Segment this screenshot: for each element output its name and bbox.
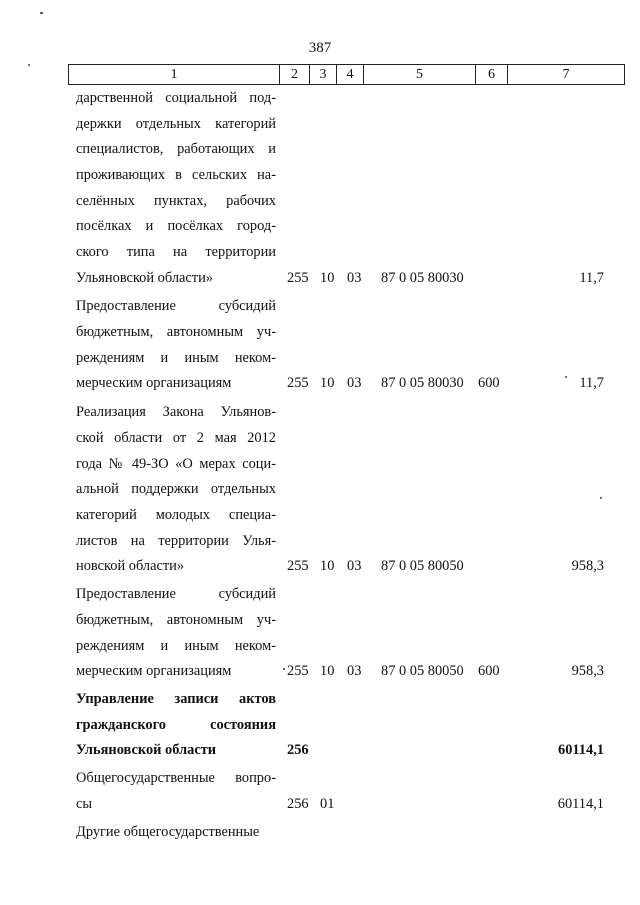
cell-col-2: 255 <box>287 663 309 679</box>
entry-line: мерческим организациям <box>76 663 232 679</box>
entry-line: сы <box>76 796 93 812</box>
cell-col-6: 600 <box>478 663 500 679</box>
entry-line: Предоставление субсидий <box>76 586 276 602</box>
entry-line: ской области от 2 мая 2012 <box>76 430 276 446</box>
cell-col-2: 255 <box>287 270 309 286</box>
entry-line: реждениям и иным неком- <box>76 638 276 654</box>
cell-col-7: 958,3 <box>571 663 604 679</box>
header-col-6: 6 <box>476 65 508 84</box>
entry-line: посёлках и посёлках город- <box>76 218 276 234</box>
entry-line: листов на территории Улья- <box>76 533 276 549</box>
entry-line: Другие общегосударственные <box>76 824 260 840</box>
entry-line: года № 49-ЗО «О мерах соци- <box>76 456 276 472</box>
cell-col-2: 255 <box>287 558 309 574</box>
cell-col-3: 10 <box>320 270 335 286</box>
entry-line: Управление записи актов <box>76 691 276 707</box>
cell-col-2: 256 <box>287 796 309 812</box>
header-col-4: 4 <box>337 65 364 84</box>
entry-line: ского типа на территории <box>76 244 276 260</box>
entry-line: новской области» <box>76 558 185 574</box>
cell-col-5: 87 0 05 80030 <box>381 270 464 286</box>
scan-speck <box>283 668 285 670</box>
cell-col-7: 11,7 <box>579 270 604 286</box>
entry-line: держки отдельных категорий <box>76 116 276 132</box>
cell-col-5: 87 0 05 80050 <box>381 558 464 574</box>
entry-line: Ульяновской области <box>76 742 217 758</box>
cell-col-7: 60114,1 <box>558 742 604 758</box>
cell-col-6: 600 <box>478 375 500 391</box>
entry-line: гражданского состояния <box>76 717 276 733</box>
header-col-2: 2 <box>280 65 310 84</box>
header-col-5: 5 <box>364 65 476 84</box>
cell-col-2: 256 <box>287 742 309 758</box>
cell-col-4: 03 <box>347 375 362 391</box>
entry-line: Ульяновской области» <box>76 270 213 286</box>
entry-line: категорий молодых специа- <box>76 507 276 523</box>
cell-col-4: 03 <box>347 558 362 574</box>
entry-line: селённых пунктах, рабочих <box>76 193 276 209</box>
header-col-1: 1 <box>69 65 280 84</box>
cell-col-3: 10 <box>320 558 335 574</box>
scan-speck <box>28 64 30 66</box>
cell-col-4: 03 <box>347 663 362 679</box>
scan-speck <box>600 497 602 499</box>
scan-speck <box>565 376 567 378</box>
cell-col-7: 958,3 <box>571 558 604 574</box>
cell-col-3: 10 <box>320 663 335 679</box>
entry-line: альной поддержки отдельных <box>76 481 276 497</box>
entry-line: проживающих в сельских на- <box>76 167 276 183</box>
entry-line: дарственной социальной под- <box>76 90 276 106</box>
cell-col-2: 255 <box>287 375 309 391</box>
cell-col-4: 03 <box>347 270 362 286</box>
cell-col-7: 11,7 <box>579 375 604 391</box>
cell-col-3: 01 <box>320 796 335 812</box>
scan-speck <box>40 12 43 14</box>
entry-line: реждениям и иным неком- <box>76 350 276 366</box>
entry-line: Общегосударственные вопро- <box>76 770 276 786</box>
entry-line: бюджетным, автономным уч- <box>76 612 276 628</box>
cell-col-5: 87 0 05 80030 <box>381 375 464 391</box>
entry-line: бюджетным, автономным уч- <box>76 324 276 340</box>
entry-line: Реализация Закона Ульянов- <box>76 404 276 420</box>
page-number: 387 <box>308 40 332 56</box>
cell-col-3: 10 <box>320 375 335 391</box>
cell-col-5: 87 0 05 80050 <box>381 663 464 679</box>
header-col-7: 7 <box>562 67 570 82</box>
entry-line: специалистов, работающих и <box>76 141 276 157</box>
entry-line: Предоставление субсидий <box>76 298 276 314</box>
entry-line: мерческим организациям <box>76 375 232 391</box>
cell-col-7: 60114,1 <box>557 796 604 812</box>
table-header <box>68 64 625 85</box>
header-col-3: 3 <box>310 65 337 84</box>
